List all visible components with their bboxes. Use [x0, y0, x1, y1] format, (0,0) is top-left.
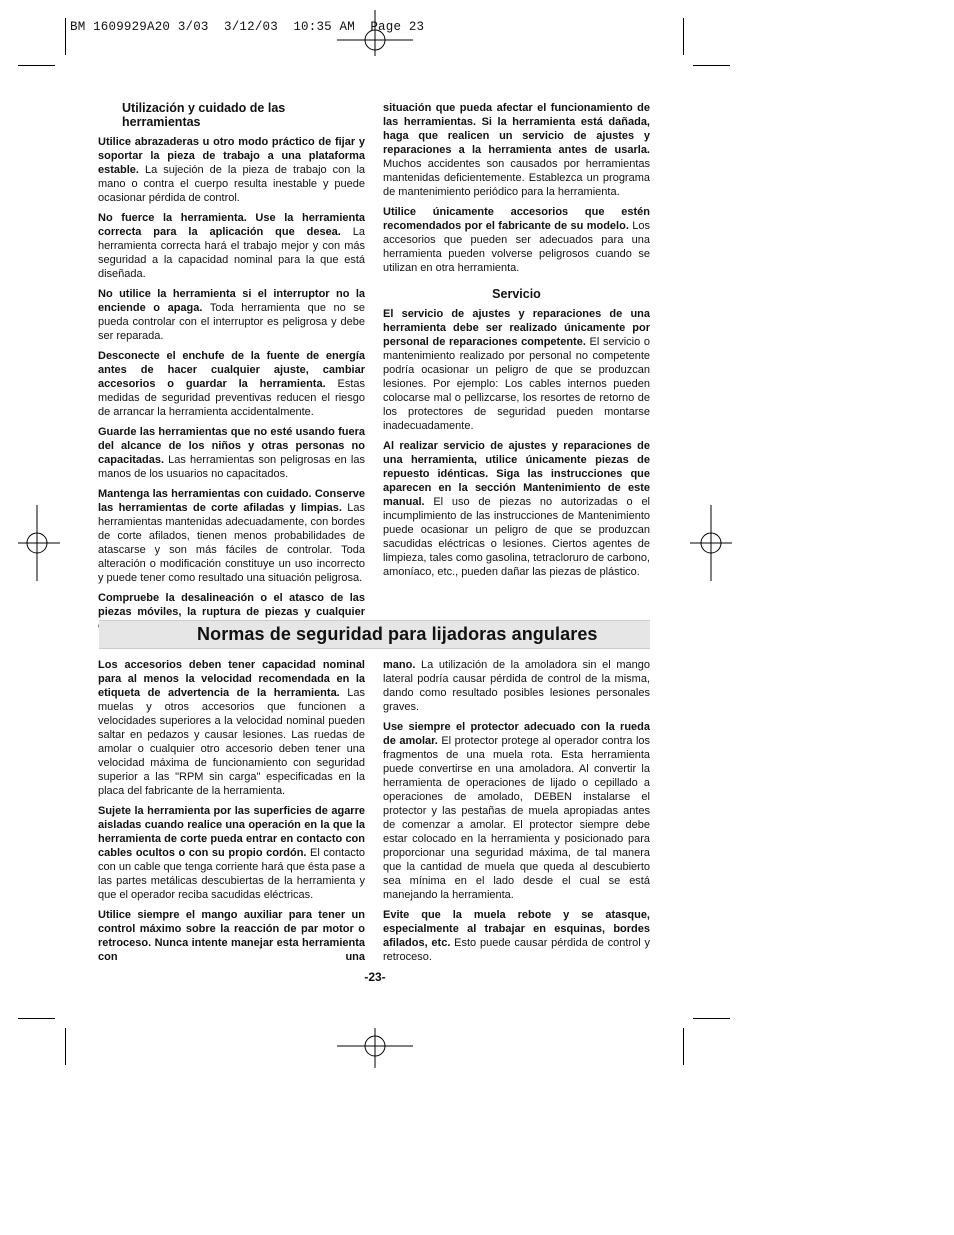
paragraph: El servicio de ajustes y reparaciones de una herramienta debe ser realizado únicamente por personal de reparaciones competente. El servicio o mantenimiento realizado por personal no competente podría ocasionar un peligro de que se produzcan lesiones. Por ejemplo: Los cables internos pueden colocarse mal o pellizcarse, los resortes de retorno de los protectores de seguridad pueden montarse inadecuadamente.	[383, 308, 650, 432]
column-bottom-left	[98, 658, 365, 970]
paragraph: Al realizar servicio de ajustes y reparaciones de una herramienta, utilice únicamente piezas de repuesto idénticas. Siga las instrucciones que aparecen en la sección Mantenimiento de este manual. El uso de piezas no autorizadas o el incumplimiento de las instrucciones de Mantenimiento puede ocasionar un peligro de que se produzcan sacudidas eléctricas o lesiones. Ciertos agentes de limpieza, tales como gasolina, tetracloruro de carbono, amoníaco, etc., pueden dañar las piezas de plástico.	[383, 440, 650, 578]
paragraph: Utilice únicamente accesorios que estén recomendados por el fabricante de su modelo. Los accesorios que pueden ser adecuados para una herramienta pueden volverse peligrosos cuando se utilizan en otra herramienta.	[383, 206, 650, 274]
paragraph: Sujete la herramienta por las superficies de agarre aisladas cuando realice una operación en la que la herramienta de corte pueda entrar en contacto con cables ocultos o con su propio cordón. El contacto con un cable que tenga corriente hará que ésta pase a las partes metálicas descubiertas de la herramienta y que el operador reciba sacudidas eléctricas.	[98, 805, 365, 901]
paragraph: Compruebe la desalineación o el atasco de las piezas móviles, la ruptura de piezas y cualquier	[98, 592, 365, 618]
paragraph: No utilice la herramienta si el interruptor no la enciende o apaga. Toda herramienta que no se pueda controlar con el interruptor es peligrosa y debe ser reparada.	[98, 288, 365, 342]
crop-mark-top-right-h	[693, 65, 730, 66]
paragraph: Evite que la muela rebote y se atasque, especialmente al trabajar en esquinas, bordes afilados, etc. Esto puede causar pérdida de control y retroceso.	[383, 909, 650, 963]
crop-mark-top-left-v	[65, 18, 66, 55]
column-top-right	[383, 101, 650, 585]
paragraph: Utilice siempre el mango auxiliar para tener un control máximo sobre la reacción de par motor o retroceso. Nunca intente manejar esta herramienta con una	[98, 909, 365, 963]
paragraph: Los accesorios deben tener capacidad nominal para al menos la velocidad recomendada en la etiqueta de advertencia de la herramienta. Las muelas y otros accesorios que funcionen a velocidades superiores a la velocidad nominal pueden saltar en pedazos y causar lesiones. Las ruedas de amolar o cualquier otro accesorio deben tener una velocidad máxima de funcionamiento con seguridad superior a las "RPM sin carga" especificadas en la placa del fabricante de la herramienta.	[98, 659, 365, 797]
paragraph: Use siempre el protector adecuado con la rueda de amolar. El protector protege al operador contra los fragmentos de una muela rota. Esta herramienta puede convertirse en una amoladora. Al convertir la herramienta de operaciones de lijado o cepillado a operaciones de amolado, DEBEN instalarse el protector y las pestañas de muela apropiadas antes de comenzar a amolar. El protector siempre debe estar colocado en la herramienta y posicionado para proporcionar una seguridad máxima, de tal manera que la cantidad de muela que queda al descubierto sea mínima en el lado desde el cual se está manejando la herramienta.	[383, 721, 650, 901]
crop-mark-bottom-left-h	[18, 1018, 55, 1019]
paragraph: Mantenga las herramientas con cuidado. Conserve las herramientas de corte afiladas y limpias. Las herramientas mantenidas adecuadamente, con bordes de corte afilados, tienen menos probabilidades de atascarse y son más fáciles de controlar. Toda alteración o modificación constituye un uso incorrecto y puede tener como resultado una situación peligrosa.	[98, 488, 366, 584]
column-bottom-right	[383, 658, 650, 970]
banner-title: Normas de seguridad para lijadoras angulares	[197, 624, 598, 644]
crop-mark-bottom-right-v	[683, 1028, 684, 1065]
crop-mark-bottom-left-v	[65, 1028, 66, 1065]
section-heading-servicio: Servicio	[492, 287, 541, 301]
print-slug: BM 1609929A20 3/03 3/12/03 10:35 AM Page 23	[70, 20, 425, 34]
crop-mark-bottom-right-h	[693, 1018, 730, 1019]
paragraph: Utilice abrazaderas u otro modo práctico de fijar y soportar la pieza de trabajo a una plataforma estable. La sujeción de la pieza de trabajo con la mano o contra el cuerpo resulta inestable y puede ocasionar pérdida de control.	[98, 136, 365, 204]
section-heading-utilizacion: Utilización y cuidado de las herramientas	[122, 101, 286, 129]
paragraph: Guarde las herramientas que no esté usando fuera del alcance de los niños y otras personas no capacitadas. Las herramientas son peligrosas en las manos de los usuarios no capacitados.	[98, 426, 365, 480]
registration-mark-right-icon	[690, 505, 732, 581]
registration-mark-left-icon	[18, 505, 60, 581]
column-top-left	[98, 101, 365, 639]
crop-mark-top-left-h	[18, 65, 55, 66]
page-number: -23-	[364, 970, 386, 984]
registration-mark-top-icon	[337, 10, 413, 56]
paragraph: situación que pueda afectar el funcionamiento de las herramientas. Si la herramienta está dañada, haga que realicen un servicio de ajustes y reparaciones a la herramienta antes de usarla. Muchos accidentes son causados por herramientas mantenidas deficientemente. Establezca un programa de mantenimiento periódico para la herramienta.	[383, 102, 650, 198]
paragraph: No fuerce la herramienta. Use la herramienta correcta para la aplicación que desea. La herramienta correcta hará el trabajo mejor y con más seguridad a la capacidad nominal para la que está diseñada.	[98, 212, 365, 280]
registration-mark-bottom-icon	[337, 1028, 413, 1068]
section-banner	[99, 620, 650, 649]
paragraph: mano. La utilización de la amoladora sin el mango lateral podría causar pérdida de control de la misma, dando como resultado posibles lesiones personales graves.	[383, 659, 650, 713]
crop-mark-top-right-v	[683, 18, 684, 55]
paragraph: Desconecte el enchufe de la fuente de energía antes de hacer cualquier ajuste, cambiar accesorios o guardar la herramienta. Estas medidas de seguridad preventivas reducen el riesgo de arrancar la herramienta accidentalmente.	[98, 350, 365, 418]
